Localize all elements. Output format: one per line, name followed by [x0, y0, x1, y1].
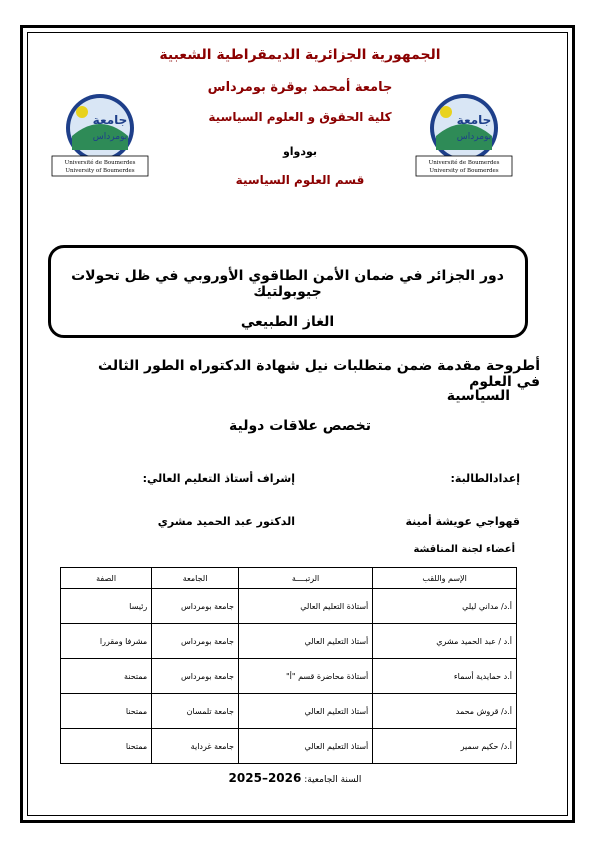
table-row — [61, 589, 517, 624]
svg-text:University of Boumerdes: University of Boumerdes — [429, 168, 499, 174]
member-role: ممتحنا — [61, 694, 152, 729]
member-name: أ.د حمايدية أسماء — [373, 659, 517, 694]
department-name: قسم العلوم السياسية — [235, 173, 365, 187]
university-logo-right — [412, 92, 516, 178]
member-rank: أستاذة التعليم العالي — [238, 589, 372, 624]
academic-year-label: السنة الجامعية: — [304, 775, 362, 785]
table-row — [61, 694, 517, 729]
member-rank: أستاذ التعليم العالي — [238, 694, 372, 729]
member-name: أ.د/ قروش محمد — [373, 694, 517, 729]
svg-text:University of Boumerdes: University of Boumerdes — [65, 168, 135, 174]
header-role: الصفة — [61, 568, 152, 589]
faculty-name: كلية الحقوق و العلوم السياسية — [208, 110, 392, 124]
svg-text:Université de Boumerdes: Université de Boumerdes — [428, 160, 500, 166]
member-university: جامعة بومرداس — [152, 659, 239, 694]
student-name: قهواجي عويشة أمينة — [405, 515, 520, 528]
thesis-title-line2: الغاز الطبيعي — [240, 314, 335, 330]
member-role: مشرفا ومقررا — [61, 624, 152, 659]
member-rank: أستاذة محاضرة قسم "أ" — [238, 659, 372, 694]
academic-year — [190, 771, 400, 785]
member-rank: أستاذ التعليم العالي — [238, 624, 372, 659]
thesis-description-line2: السياسية — [446, 388, 510, 404]
header-university: الجامعة — [152, 568, 239, 589]
city-name: بودواو — [282, 145, 318, 158]
academic-year-value: 2025–2026 — [228, 771, 302, 785]
member-role: رئيسا — [61, 589, 152, 624]
table-header-row — [61, 568, 517, 589]
republic-title: الجمهورية الجزائرية الديمقراطية الشعبية — [159, 47, 441, 63]
svg-text:بومرداس: بومرداس — [456, 132, 492, 142]
header-name: الإسم واللقب — [373, 568, 517, 589]
header-rank: الرتبــــة — [238, 568, 372, 589]
committee-table — [60, 567, 517, 764]
member-role: ممتحنا — [61, 729, 152, 764]
svg-text:جامعة: جامعة — [92, 113, 128, 127]
committee-title: أعضاء لجنة المناقشة — [413, 544, 515, 555]
member-university: جامعة تلمسان — [152, 694, 239, 729]
supervisor-label: إشراف أستاذ التعليم العالي: — [142, 472, 295, 485]
supervisor-name: الدكتور عبد الحميد مشري — [157, 515, 295, 528]
member-university: جامعة بومرداس — [152, 589, 239, 624]
member-university: جامعة بومرداس — [152, 624, 239, 659]
member-university: جامعة غرداية — [152, 729, 239, 764]
svg-text:بومرداس: بومرداس — [92, 132, 128, 142]
member-name: أ.د / عبد الحميد مشري — [373, 624, 517, 659]
member-rank: أستاذ التعليم العالي — [238, 729, 372, 764]
member-name: أ.د/ حكيم سمير — [373, 729, 517, 764]
table-row — [61, 659, 517, 694]
specialty: تخصص علاقات دولية — [228, 418, 372, 434]
thesis-description-line1: أطروحة مقدمة ضمن متطلبات نيل شهادة الدكتوراه الطور الثالث في العلوم — [98, 358, 540, 390]
thesis-title-line1: دور الجزائر في ضمان الأمن الطاقوي الأوروبي في ظل تحولات جيوبولتيك — [71, 268, 504, 300]
university-name: جامعة أمحمد بوقرة بومرداس — [207, 80, 393, 95]
member-name: أ.د/ مداني ليلي — [373, 589, 517, 624]
university-logo-left — [48, 92, 152, 178]
svg-text:جامعة: جامعة — [456, 113, 492, 127]
table-row — [61, 624, 517, 659]
prepared-by-label: إعدادالطالبة: — [450, 472, 520, 485]
member-role: ممتحنة — [61, 659, 152, 694]
svg-text:Université de Boumerdes: Université de Boumerdes — [64, 160, 136, 166]
table-row — [61, 729, 517, 764]
